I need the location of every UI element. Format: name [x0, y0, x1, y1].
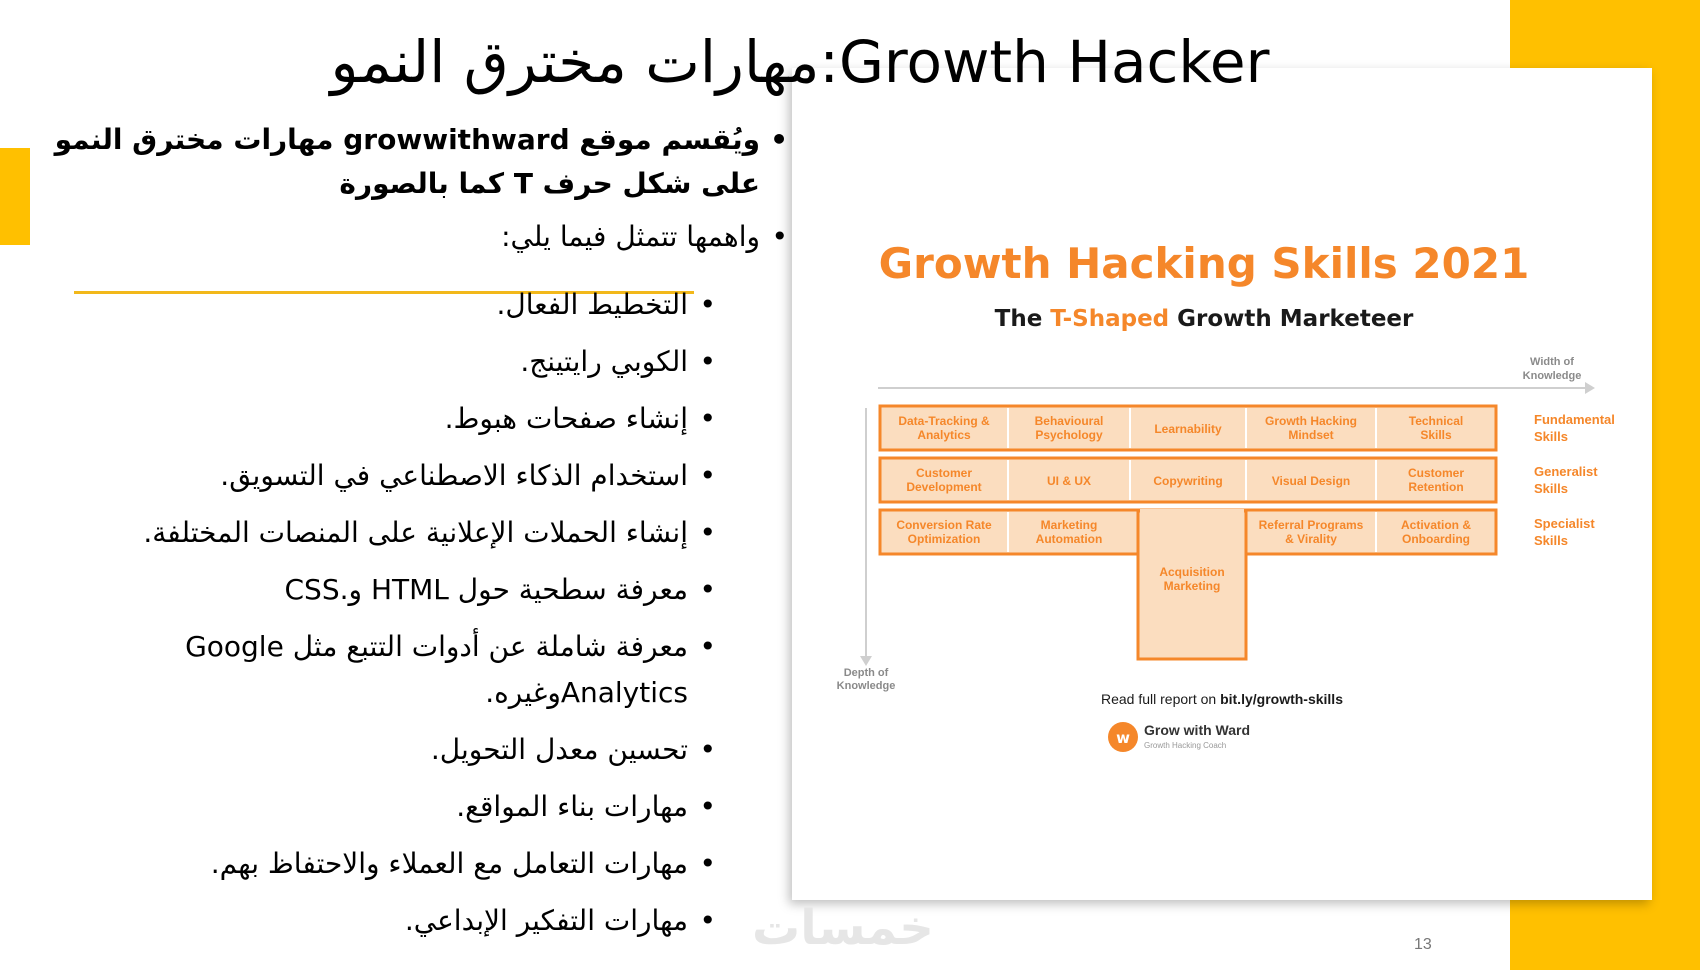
skill-cell-label: Mindset	[1288, 428, 1334, 442]
skill-cell-label: Retention	[1408, 480, 1464, 494]
skill-cell-label: Analytics	[917, 428, 971, 442]
skill-cell-label: Visual Design	[1271, 474, 1351, 488]
skill-item: • الكوبي رايتينج.	[520, 345, 716, 378]
row-category-label: Fundamental	[1534, 412, 1615, 427]
width-arrow-head	[1585, 382, 1595, 394]
skill-cell-label: Marketing	[1040, 518, 1098, 532]
skill-cell-label: Referral Programs	[1258, 518, 1364, 532]
bullet-list	[40, 118, 788, 260]
row-category-label: Skills	[1534, 533, 1568, 548]
page-number: 13	[1414, 936, 1432, 953]
width-label-line2: Knowledge	[1522, 370, 1582, 382]
skill-item: • مهارات التعامل مع العملاء والاحتفاظ بهم.	[210, 847, 716, 880]
brand-tagline: Growth Hacking Coach	[1144, 741, 1227, 750]
skill-cell-label: Copywriting	[1153, 474, 1223, 488]
skill-item: • معرفة سطحية حول HTML و.CSS	[284, 573, 716, 606]
skill-cell-label: Learnability	[1154, 422, 1222, 436]
skills-grid	[880, 406, 1615, 659]
infographic-heading: Growth Hacking Skills 2021	[878, 239, 1530, 288]
skill-item: • إنشاء الحملات الإعلانية على المنصات المختلفة.	[143, 516, 716, 549]
gold-accent-bar-left	[0, 148, 30, 245]
skill-item: • معرفة شاملة عن أدوات التتبع مثل Google Analyticsوغيره.	[185, 630, 716, 709]
bullet-intro: • ويُقسم موقع growwithward مهارات مخترق النمو على شكل حرف T كما بالصورة	[54, 123, 788, 200]
stem-label: Marketing	[1163, 579, 1221, 593]
depth-arrow-head	[860, 656, 872, 666]
skills-list	[40, 282, 716, 944]
skill-cell-label: Activation &	[1400, 518, 1472, 532]
skill-cell-label: Growth Hacking	[1264, 414, 1358, 428]
width-label-line1: Width of	[1530, 356, 1574, 368]
skill-item: • تحسين معدل التحويل.	[430, 733, 716, 766]
depth-label-line1: Depth of	[843, 667, 889, 679]
row-category-label: Specialist	[1534, 516, 1595, 531]
skill-cell-label: Data-Tracking &	[898, 414, 990, 428]
row-category-label: Skills	[1534, 481, 1568, 496]
stem-joint	[1140, 509, 1244, 515]
infographic-subheading: The T-Shaped Growth Marketeer	[994, 306, 1414, 332]
skill-cell-label: Behavioural	[1034, 414, 1104, 428]
skill-item: • استخدام الذكاء الاصطناعي في التسويق.	[220, 459, 716, 492]
depth-label-line2: Knowledge	[836, 680, 896, 692]
row-category-label: Skills	[1534, 429, 1568, 444]
skill-item: • مهارات بناء المواقع.	[456, 790, 716, 823]
svg-text:w: w	[1116, 729, 1130, 747]
skill-cell-label: Development	[906, 480, 982, 494]
skill-cell-label: Customer	[915, 466, 973, 480]
row-category-label: Generalist	[1534, 464, 1598, 479]
brand-name: Grow with Ward	[1144, 722, 1251, 738]
skill-cell-label: Onboarding	[1402, 532, 1470, 546]
page-title: مهارات مخترق النمو:Growth Hacker	[330, 28, 1270, 96]
skill-cell-label: Skills	[1420, 428, 1452, 442]
skill-cell-label: Automation	[1035, 532, 1103, 546]
report-line: Read full report on bit.ly/growth-skills	[1101, 691, 1343, 707]
t-shaped-skills-graphic	[792, 68, 1652, 900]
skill-cell-label: Psychology	[1035, 428, 1103, 442]
watermark: خمسات	[752, 900, 934, 956]
skill-cell-label: Optimization	[907, 532, 981, 546]
skill-item: • التخطيط الفعال.	[496, 288, 716, 321]
skill-cell-label: & Virality	[1285, 532, 1337, 546]
skill-cell-label: Conversion Rate	[896, 518, 992, 532]
skill-cell-label: Technical	[1408, 414, 1464, 428]
stem-label: Acquisition	[1159, 565, 1225, 579]
bullet-lead: • واهمها تتمثل فيما يلي:	[501, 220, 788, 253]
infographic-image	[792, 68, 1652, 900]
skill-cell-label: UI & UX	[1046, 474, 1092, 488]
skill-item: • إنشاء صفحات هبوط.	[444, 402, 716, 435]
skill-cell-label: Customer	[1407, 466, 1465, 480]
skill-item: • مهارات التفكير الإبداعي.	[404, 904, 716, 937]
